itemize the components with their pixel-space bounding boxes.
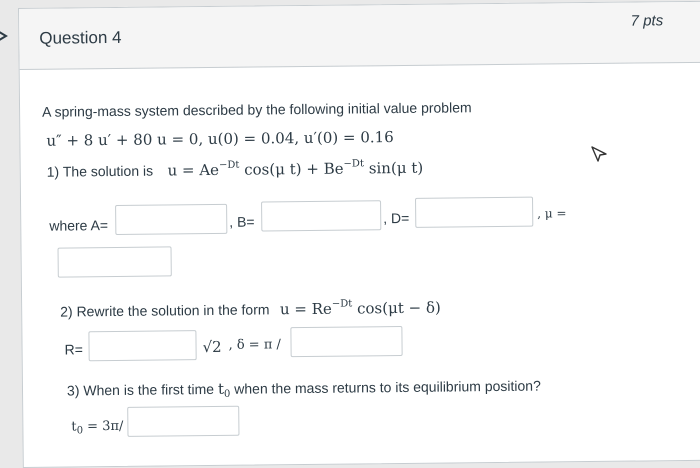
r-label: R= [64,341,83,358]
sqrt-two: √2 [202,337,222,357]
t0-symbol: $t_0$ [217,379,231,400]
collapse-arrow-icon [0,28,14,44]
mouse-cursor-icon [590,145,608,163]
input-delta[interactable] [290,326,402,357]
input-a[interactable] [115,204,227,235]
d-label: , D= [383,209,410,227]
mu-label: , μ = [537,206,567,221]
part1-equation: $u = Ae^{-Dt}$ cos(μ $t) + Be^{-Dt}$ sin(μ t) [167,158,424,180]
b-label: , B= [229,213,255,230]
part3-line: 3) When is the first time $t_0$ when the mass returns to its equilibrium position? [66,377,541,400]
input-t0[interactable] [127,406,239,437]
intro-text: A spring-mass system described by the following initial value problem [42,99,472,120]
ivp-equation: u″ + 8 u′ + 80 u = 0, u(0) = 0.04, u′(0) = 0.16 [46,128,394,150]
question-card [18,1,700,468]
t0-answer-label: $t_0 = 3\pi/$ [71,418,124,437]
input-d[interactable] [415,197,533,228]
part1-line [47,158,424,182]
part1-prefix: 1) The solution is [46,162,154,180]
part2-line [60,298,441,322]
input-b[interactable] [261,200,381,231]
where-a-label: where A= [49,217,109,234]
input-r[interactable] [88,330,196,361]
question-header [19,2,700,70]
question-points: 7 pts [630,12,664,30]
part2-prefix: 2) Rewrite the solution in the form [60,301,270,320]
part2-equation: $u = Re^{-Dt}$ cos(μt − δ) [279,298,441,319]
input-mu[interactable] [58,246,172,277]
question-title: Question 4 [39,27,122,48]
delta-label: , δ = π / [228,337,281,353]
